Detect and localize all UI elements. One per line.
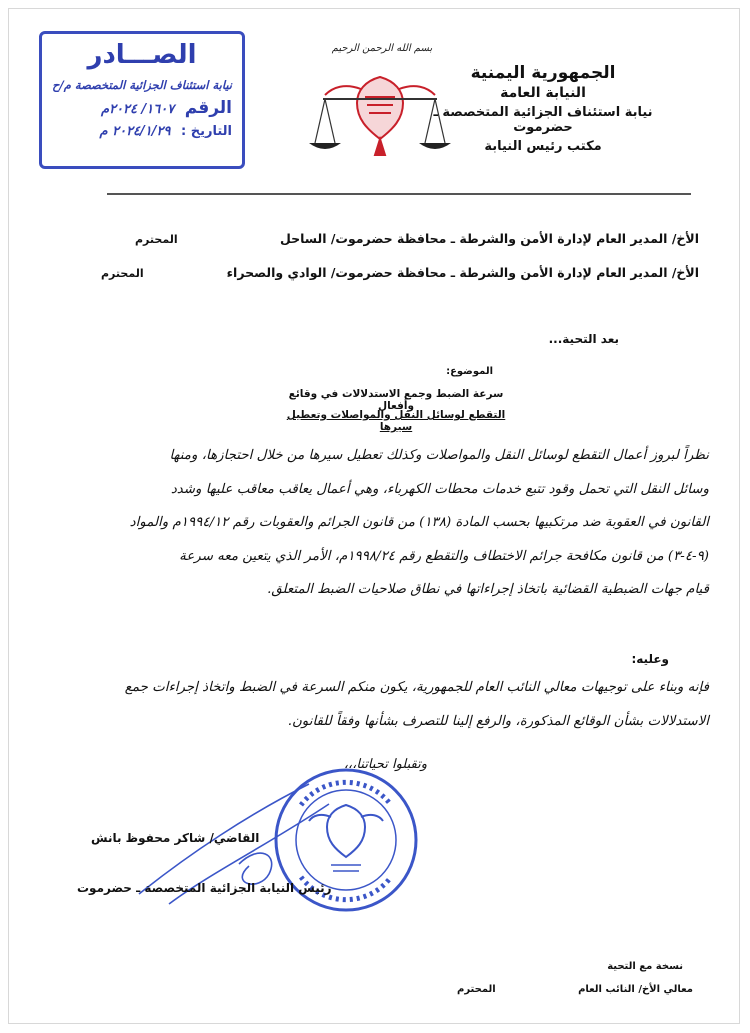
- body-line: نظراً لبروز أعمال التقطع لوسائل النقل والمواصلات وكذلك تعطيل سيرها من خلال احتجازها، ومنها: [169, 448, 709, 463]
- body-line: وسائل النقل التي تحمل وقود تتبع خدمات محطات الكهرباء، وهي أعمال يعاقب معاقب عليها وشدد: [170, 481, 709, 497]
- closing-salutation: وتقبلوا تحياتنا،،،: [343, 757, 427, 772]
- signatory-name: القاضي/ شاكر محفوظ بانش: [91, 831, 260, 845]
- directive-paragraph: [75, 671, 709, 738]
- subject-label: الموضوع:: [446, 366, 493, 377]
- letterhead: [413, 63, 673, 154]
- stamp-title: الصـــادر: [87, 40, 197, 70]
- addressee-1-honorific: المحترم: [135, 233, 178, 246]
- stamp-number-row: [52, 98, 232, 118]
- stamp-number-label: الرقم: [184, 98, 232, 118]
- addressee-1: الأخ/ المدير العام لإدارة الأمن والشرطة ـ محافظة حضرموت/ الساحل: [279, 231, 699, 246]
- directive-line: فإنه وبناء على توجيهات معالي النائب العام للجمهورية، يكون منكم السرعة في الضبط واتخاذ إجراءات جمع: [124, 680, 709, 695]
- basmala: بسم الله الرحمن الرحيم: [331, 43, 433, 54]
- addressee-2: الأخ/ المدير العام لإدارة الأمن والشرطة ـ محافظة حضرموت/ الوادي والصحراء: [226, 265, 699, 280]
- copy-to: معالي الأخ/ النائب العام: [578, 984, 693, 995]
- stamp-date-label: التاريخ :: [181, 124, 232, 139]
- copy-honorific: المحترم: [457, 984, 496, 995]
- letterhead-authority: النيابة العامة: [500, 85, 586, 101]
- body-line: القانون في العقوبة ضد مرتكبيها بحسب المادة (١٣٨) من قانون الجرائم والعقوبات رقم ١٩٩٤/١٢م والمواد: [129, 515, 709, 530]
- letterhead-prosecution: نيابة استئناف الجزائية المتخصصة ـ حضرموت: [433, 105, 653, 135]
- letterhead-country: الجمهورية اليمنية: [470, 63, 616, 83]
- signatory-title: رئيس النيابة الجزائية المتخصصة ـ حضرموت: [77, 881, 332, 895]
- directive-line: الاستدلالات بشأن الوقائع المذكورة، والرفع إلينا للتصرف بشأنها وفقاً للقانون.: [287, 713, 709, 729]
- stamp-date-row: [52, 124, 232, 139]
- body-line: (٩-٤-٣) من قانون مكافحة جرائم الاختطاف والتقطع رقم ١٩٩٨/٢٤م، الأمر الذي يتعين معه سرعة: [179, 548, 709, 564]
- addressee-2-honorific: المحترم: [101, 267, 144, 280]
- accordingly-label: وعليه:: [631, 652, 669, 666]
- subject-line-2: التقطع لوسائل النقل والمواصلات وتعطيل سيرها: [286, 409, 506, 433]
- stamp-office: نيابة استئناف الجزائية المتخصصة م/ح: [52, 78, 232, 92]
- body-line: قيام جهات الضبطية القضائية باتخاذ إجراءاتها في نطاق صلاحيات الضبط المتعلق.: [267, 582, 709, 597]
- greeting: بعد التحية...: [548, 332, 619, 346]
- stamp-date-value: ٢٠٢٤/١/٢٩ م: [99, 124, 171, 139]
- letterhead-office: مكتب رئيس النيابة: [484, 139, 602, 154]
- letter-page: [8, 8, 740, 1024]
- outgoing-register-stamp: [39, 31, 245, 169]
- copy-header: نسخة مع التحية: [607, 961, 683, 972]
- header-divider: [107, 193, 691, 195]
- body-paragraph: [75, 439, 709, 607]
- stamp-number-value: ١٦٠٧/ ٢٠٢٤م: [101, 102, 175, 117]
- subject-line-1: سرعة الضبط وجمع الاستدلالات في وقائع وأفعال: [288, 388, 504, 412]
